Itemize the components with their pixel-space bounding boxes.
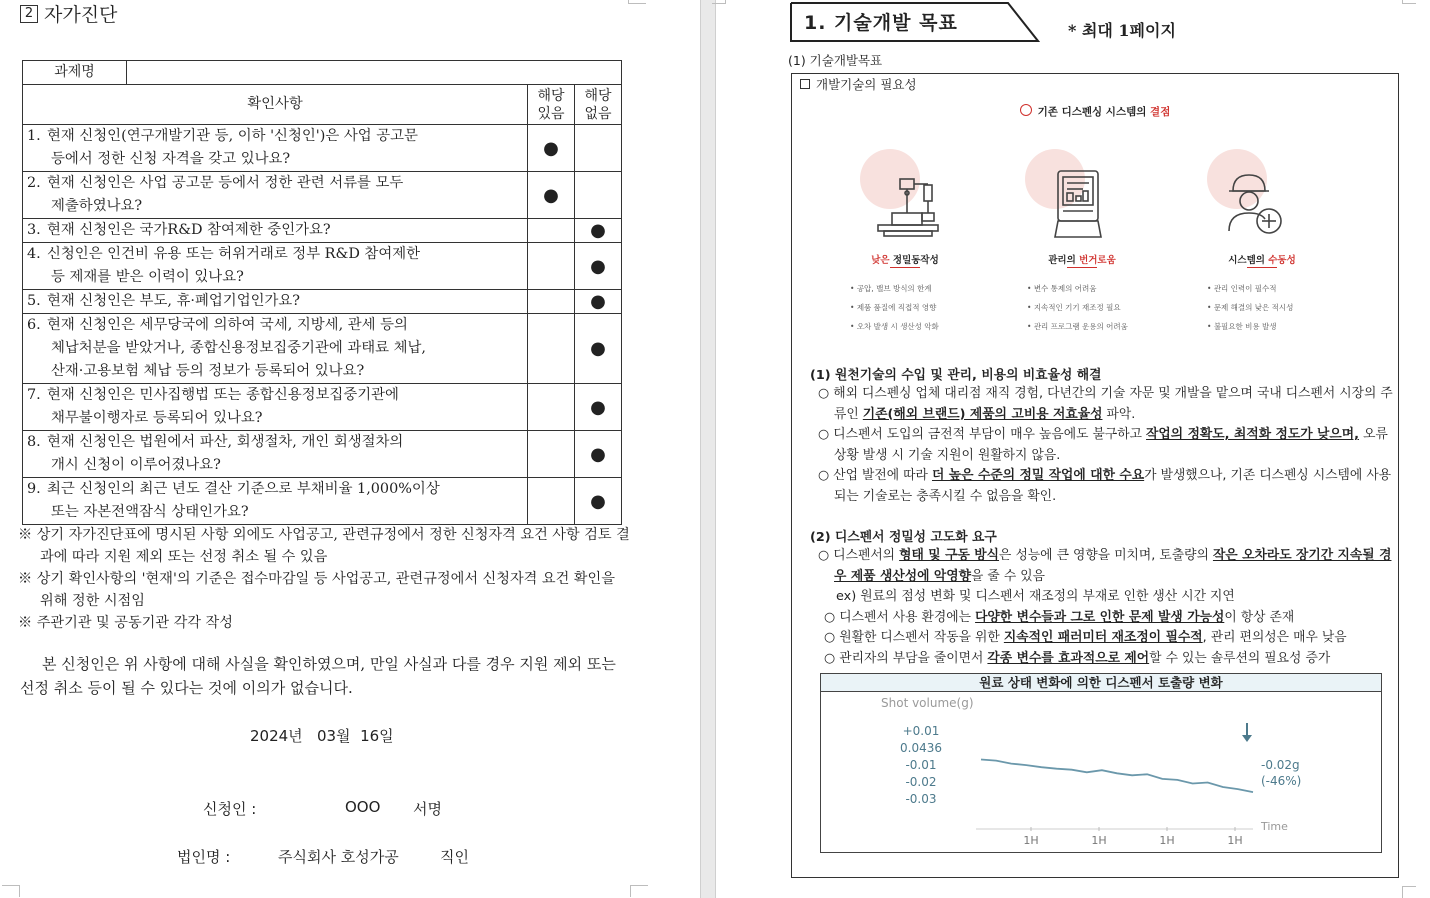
no-mark[interactable]: ● bbox=[575, 290, 622, 314]
question-text-cont: 또는 자본전액잠식 상태인가요? bbox=[51, 504, 249, 520]
yes-mark[interactable]: ● bbox=[528, 125, 575, 172]
card-bullet: • 관리 인력이 필수적 bbox=[1207, 284, 1277, 293]
question-text: 현재 신청인은 부도, 휴·폐업기업인가요? bbox=[47, 293, 301, 309]
question-number: 5. bbox=[27, 293, 41, 309]
box-heading: 개발기술의 필요성 bbox=[800, 75, 917, 93]
card-title: 낮은 정밀동작성 bbox=[871, 255, 939, 266]
applicant-label: 신청인 : bbox=[203, 800, 257, 818]
card-bullet: • 변수 통제의 어려움 bbox=[1027, 284, 1097, 293]
question-number: 4. bbox=[27, 246, 41, 262]
x-tick-label: 1H bbox=[1023, 834, 1039, 847]
limitation-card bbox=[1197, 149, 1357, 334]
self-check-table bbox=[22, 60, 622, 525]
question-text: 최근 신청인의 최근 년도 결산 기준으로 부채비율 1,000%이상 bbox=[47, 481, 440, 497]
card-bullet: • 제품 품질에 직접적 영향 bbox=[850, 303, 937, 312]
crop-mark bbox=[628, 0, 646, 4]
question-row bbox=[23, 314, 622, 384]
no-mark[interactable]: ● bbox=[575, 243, 622, 290]
confirm-statement: 본 신청인은 위 사항에 대해 사실을 확인하였으며, 만일 사실과 다를 경우 지원 제외 또는 선정 취소 등이 될 수 있다는 것에 이의가 없습니다. bbox=[20, 655, 616, 697]
question-text-cont: 제출하였나요? bbox=[51, 198, 143, 214]
card-bullet: • 관리 프로그램 운용의 어려움 bbox=[1027, 322, 1128, 331]
question-text-cont: 등에서 정한 신청 자격을 갖고 있나요? bbox=[51, 151, 291, 167]
section-title bbox=[20, 0, 117, 27]
yes-mark[interactable] bbox=[528, 384, 575, 431]
task-name-label: 과제명 bbox=[23, 61, 127, 85]
x-tick-label: 1H bbox=[1227, 834, 1243, 847]
corp-seal[interactable]: 직인 bbox=[440, 848, 469, 866]
card-bullet: • 불필요한 비용 발생 bbox=[1207, 322, 1277, 331]
question-row bbox=[23, 290, 622, 314]
question-text-cont: 개시 신청이 이루어졌나요? bbox=[51, 457, 221, 473]
header-row bbox=[23, 85, 622, 125]
question-text-cont: 등 제재를 받은 이력이 있나요? bbox=[51, 269, 244, 285]
crop-mark bbox=[1402, 886, 1416, 898]
no-mark[interactable]: ● bbox=[575, 314, 622, 384]
question-row bbox=[23, 431, 622, 478]
question-text: 현재 신청인은 사업 공고문 등에서 정한 관련 서류를 모두 bbox=[47, 175, 404, 191]
card-underline bbox=[890, 267, 920, 268]
yes-mark[interactable] bbox=[528, 431, 575, 478]
chart-x-label: Time bbox=[1261, 820, 1288, 833]
question-text: 현재 신청인은 법원에서 파산, 회생절차, 개인 회생절차의 bbox=[47, 434, 404, 450]
no-mark[interactable] bbox=[575, 125, 622, 172]
section1-item: ○ 산업 발전에 따라 더 높은 수준의 정밀 작업에 대한 수요가 발생했으나, 기존 디스펜싱 시스템에 사용되는 기술로는 충족시킬 수 없음을 확인. bbox=[818, 468, 1392, 504]
section-heading bbox=[790, 2, 1040, 42]
chart-plot bbox=[821, 693, 1381, 853]
question-text: 현재 신청인은 민사집행법 또는 종합신용정보집중기관에 bbox=[47, 387, 399, 403]
card-bullet: • 지속적인 기기 재조정 필요 bbox=[1027, 303, 1121, 312]
question-row bbox=[23, 478, 622, 525]
question-text-cont: 산재·고용보험 체납 등의 정보가 등록되어 있나요? bbox=[51, 363, 365, 379]
card-underline bbox=[1067, 267, 1097, 268]
no-mark[interactable]: ● bbox=[575, 478, 622, 525]
heading-text: 1. 기술개발 목표 bbox=[804, 12, 958, 34]
question-text: 신청인은 인건비 유용 또는 허위거래로 정부 R&D 참여제한 bbox=[47, 246, 421, 262]
question-row bbox=[23, 125, 622, 172]
question-text: 현재 신청인은 세무당국에 의하여 국세, 지방세, 관세 등의 bbox=[47, 317, 408, 333]
yes-mark[interactable] bbox=[528, 478, 575, 525]
section2-item: ○ 원활한 디스펜서 작동을 위한 지속적인 패러미터 재조정이 필수적, 관리 편의성은 매우 낮음 bbox=[824, 630, 1347, 645]
x-tick-label: 1H bbox=[1159, 834, 1175, 847]
note-item: ※ 상기 자가진단표에 명시된 사항 외에도 사업공고, 관련규정에서 정한 신청자격 요건 사항 검토 결과에 따라 지원 제외 또는 선정 취소 될 수 있음 bbox=[18, 527, 630, 565]
y-tick-label: -0.03 bbox=[905, 792, 937, 806]
no-mark[interactable] bbox=[575, 172, 622, 219]
chart-title: 원료 상태 변화에 의한 디스펜서 토출량 변화 bbox=[821, 674, 1381, 692]
question-text: 현재 신청인(연구개발기관 등, 이하 '신청인')은 사업 공고문 bbox=[47, 128, 418, 144]
crop-mark bbox=[2, 885, 20, 897]
question-number: 3. bbox=[27, 222, 41, 238]
yes-mark[interactable] bbox=[528, 219, 575, 243]
card-bullets bbox=[1207, 279, 1357, 336]
task-name-row bbox=[23, 61, 622, 85]
question-number: 8. bbox=[27, 434, 41, 450]
dispenser-machine-icon bbox=[1053, 169, 1103, 244]
header-no: 해당 없음 bbox=[575, 85, 622, 125]
crop-mark bbox=[630, 885, 648, 897]
section2-item: ○ 디스펜서의 형태 및 구동 방식은 성능에 큰 영향을 미치며, 토출량의 작은 오차라도 장기간 지속될 경우 제품 생산성에 악영향을 줄 수 있음 bbox=[818, 548, 1392, 584]
card-underline bbox=[1247, 267, 1277, 268]
question-text-cont: 채무불이행자로 등록되어 있나요? bbox=[51, 410, 263, 426]
question-row bbox=[23, 243, 622, 290]
crop-mark bbox=[712, 0, 726, 4]
no-mark[interactable]: ● bbox=[575, 431, 622, 478]
crop-mark bbox=[1402, 0, 1416, 4]
section2-example: ex) 원료의 점성 변화 및 디스펜서 재조정의 부재로 인한 생산 시간 지연 bbox=[836, 589, 1235, 604]
question-row bbox=[23, 219, 622, 243]
shot-volume-chart bbox=[820, 673, 1382, 853]
question-number: 7. bbox=[27, 387, 41, 403]
y-tick-label: 0.0436 bbox=[900, 741, 942, 755]
series-line bbox=[981, 760, 1253, 793]
card-bullet: • 문제 해결의 낮은 적시성 bbox=[1207, 303, 1294, 312]
yes-mark[interactable] bbox=[528, 243, 575, 290]
section1-title: (1) 원천기술의 수입 및 관리, 비용의 비효율성 해결 bbox=[810, 368, 1102, 383]
section1-item: ○ 해외 디스펜싱 업체 대리점 재직 경험, 다년간의 기술 자문 및 개발을 맡으며 국내 디스펜서 시장의 주류인 기존(해외 브랜드) 제품의 고비용 저효율성 파악. bbox=[818, 386, 1393, 422]
notes bbox=[18, 524, 633, 634]
chart-y-label: Shot volume(g) bbox=[881, 696, 974, 710]
no-mark[interactable]: ● bbox=[575, 219, 622, 243]
question-number: 9. bbox=[27, 481, 41, 497]
limitation-card bbox=[1017, 149, 1177, 334]
annotation-percent: (-46%) bbox=[1261, 774, 1302, 788]
card-bullet: • 공압, 밸브 방식의 한계 bbox=[850, 284, 932, 293]
question-row bbox=[23, 172, 622, 219]
header-yes: 해당 있음 bbox=[528, 85, 575, 125]
checkbox-icon bbox=[800, 79, 810, 89]
yes-mark[interactable]: ● bbox=[528, 172, 575, 219]
signing-date: 2024년 03월 16일 bbox=[250, 727, 394, 745]
card-title: 시스템의 수동성 bbox=[1228, 255, 1296, 266]
header-confirm: 확인사항 bbox=[23, 85, 528, 125]
question-number: 1. bbox=[27, 128, 41, 144]
down-arrow-icon bbox=[1242, 723, 1252, 742]
page-gutter bbox=[700, 0, 716, 898]
card-title: 관리의 번거로움 bbox=[1048, 255, 1116, 266]
note-item: ※ 주관기관 및 공동기관 각각 작성 bbox=[18, 615, 233, 631]
content-box bbox=[791, 73, 1399, 878]
limitations-title-red: 결점 bbox=[1150, 106, 1171, 118]
task-name-value[interactable] bbox=[127, 61, 622, 85]
section2-body bbox=[818, 546, 1393, 669]
applicant-sign[interactable]: 서명 bbox=[413, 800, 442, 818]
corp-label: 법인명 : bbox=[177, 848, 231, 866]
lightbulb-icon bbox=[1020, 104, 1032, 116]
left-document-page bbox=[0, 0, 700, 898]
note-item: ※ 상기 확인사항의 '현재'의 기준은 접수마감일 등 사업공고, 관련규정에서 신청자격 요건 확인을 위해 정한 시점임 bbox=[18, 571, 615, 609]
section2-title: (2) 디스펜서 정밀성 고도화 요구 bbox=[810, 530, 997, 545]
annotation-value: -0.02g bbox=[1261, 758, 1300, 772]
section2-item: ○ 디스펜서 사용 환경에는 다양한 변수들과 그로 인한 문제 발생 가능성이 항상 존재 bbox=[824, 609, 1295, 625]
question-number: 6. bbox=[27, 317, 41, 333]
limitation-card bbox=[840, 149, 1000, 334]
section1-body bbox=[818, 384, 1393, 507]
y-tick-label: +0.01 bbox=[902, 724, 940, 738]
yes-mark[interactable] bbox=[528, 314, 575, 384]
sub-title: (1) 기술개발목표 bbox=[788, 53, 883, 68]
question-number: 2. bbox=[27, 175, 41, 191]
card-bullets bbox=[1027, 279, 1177, 336]
card-bullet: • 오차 발생 시 생산성 악화 bbox=[850, 322, 939, 331]
y-tick-label: -0.02 bbox=[905, 775, 937, 789]
card-bullets bbox=[850, 279, 1000, 336]
no-mark[interactable]: ● bbox=[575, 384, 622, 431]
question-text: 현재 신청인은 국가R&D 참여제한 중인가요? bbox=[47, 222, 331, 238]
limitations-title-text: 기존 디스펜싱 시스템의 bbox=[1037, 106, 1147, 118]
limitations-title bbox=[792, 104, 1398, 119]
question-row bbox=[23, 384, 622, 431]
applicant-name[interactable]: OOO bbox=[345, 798, 381, 816]
y-tick-label: -0.01 bbox=[905, 758, 937, 772]
section-number: 2 bbox=[20, 5, 38, 23]
max-page-note: * 최대 1페이지 bbox=[1068, 21, 1176, 40]
section1-item: ○ 디스펜서 도입의 금전적 부담이 매우 높음에도 불구하고 작업의 정확도, 최적화 정도가 낮으며, 오류 상황 발생 시 기술 지원이 원활하지 않음. bbox=[818, 427, 1388, 463]
section-title-text: 자가진단 bbox=[44, 4, 118, 26]
question-text-cont: 체납처분을 받았거나, 종합신용정보집중기관에 과태료 체납, bbox=[51, 340, 426, 356]
corp-name[interactable]: 주식회사 호성가공 bbox=[278, 848, 399, 866]
worker-plus-icon bbox=[1225, 169, 1285, 239]
yes-mark[interactable] bbox=[528, 290, 575, 314]
right-document-page bbox=[716, 0, 1430, 898]
robot-arm-icon bbox=[876, 169, 946, 244]
x-tick-label: 1H bbox=[1091, 834, 1107, 847]
section2-item: ○ 관리자의 부담을 줄이면서 각종 변수를 효과적으로 제어할 수 있는 솔루션의 필요성 증가 bbox=[824, 650, 1331, 666]
